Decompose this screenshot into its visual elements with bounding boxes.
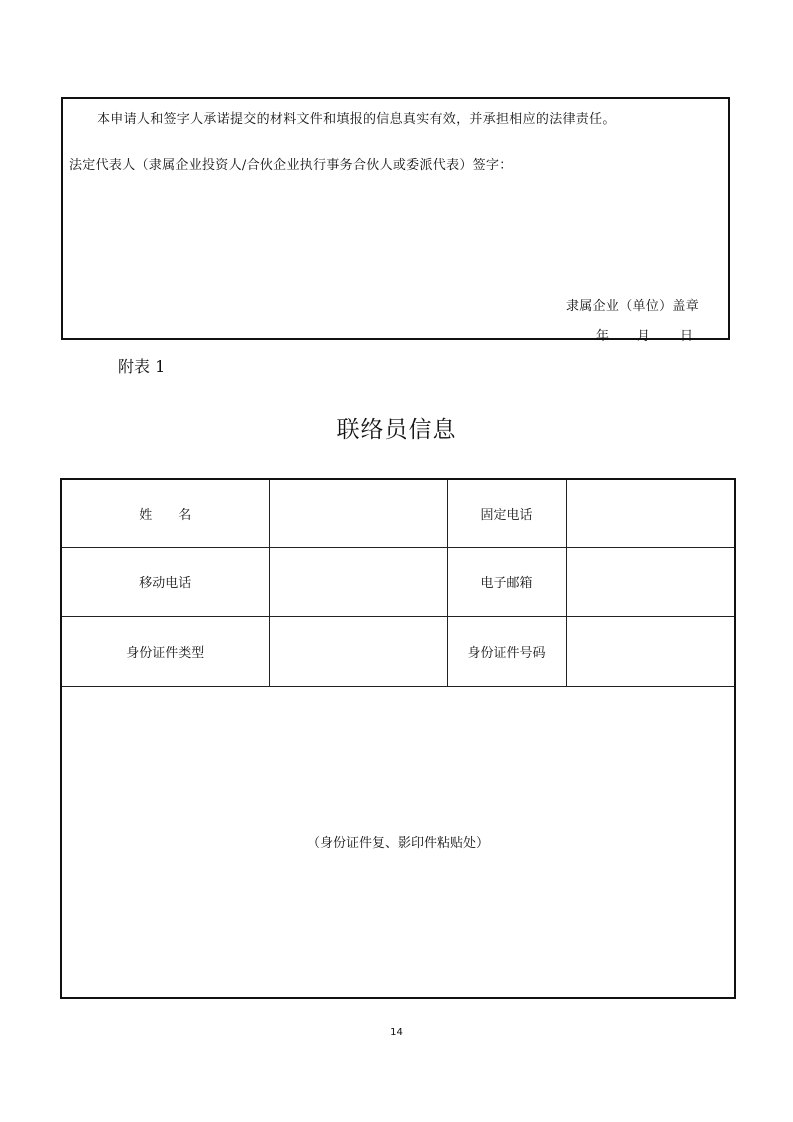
name-field[interactable]	[269, 479, 447, 547]
declaration-box	[61, 97, 730, 344]
name-label: 姓 名	[61, 479, 269, 547]
date-month: 月	[637, 329, 651, 344]
contact-info-table	[60, 478, 736, 999]
date-year: 年	[596, 329, 610, 344]
commitment-text: 本申请人和签字人承诺提交的材料文件和填报的信息真实有效，并承担相应的法律责任。	[97, 112, 616, 127]
table-row	[61, 686, 735, 998]
landline-field[interactable]	[566, 479, 735, 547]
email-field[interactable]	[566, 547, 735, 616]
page-number: 14	[390, 1027, 403, 1038]
landline-label: 固定电话	[447, 479, 566, 547]
id-number-field[interactable]	[566, 616, 735, 686]
email-label: 电子邮箱	[447, 547, 566, 616]
date-day: 日	[680, 329, 694, 344]
mobile-field[interactable]	[269, 547, 447, 616]
id-type-field[interactable]	[269, 616, 447, 686]
id-number-label: 身份证件号码	[447, 616, 566, 686]
signature-label: 法定代表人（隶属企业投资人/合伙企业执行事务合伙人或委派代表）签字：	[69, 158, 513, 173]
appendix-label: 附表 1	[118, 357, 166, 376]
table-row	[61, 479, 735, 547]
table-row	[61, 547, 735, 616]
id-copy-area[interactable]: （身份证件复、影印件粘贴处）	[61, 686, 735, 998]
page-title: 联络员信息	[336, 417, 457, 443]
table-row	[61, 616, 735, 686]
seal-label: 隶属企业（单位）盖章	[566, 299, 700, 314]
mobile-label: 移动电话	[61, 547, 269, 616]
id-type-label: 身份证件类型	[61, 616, 269, 686]
